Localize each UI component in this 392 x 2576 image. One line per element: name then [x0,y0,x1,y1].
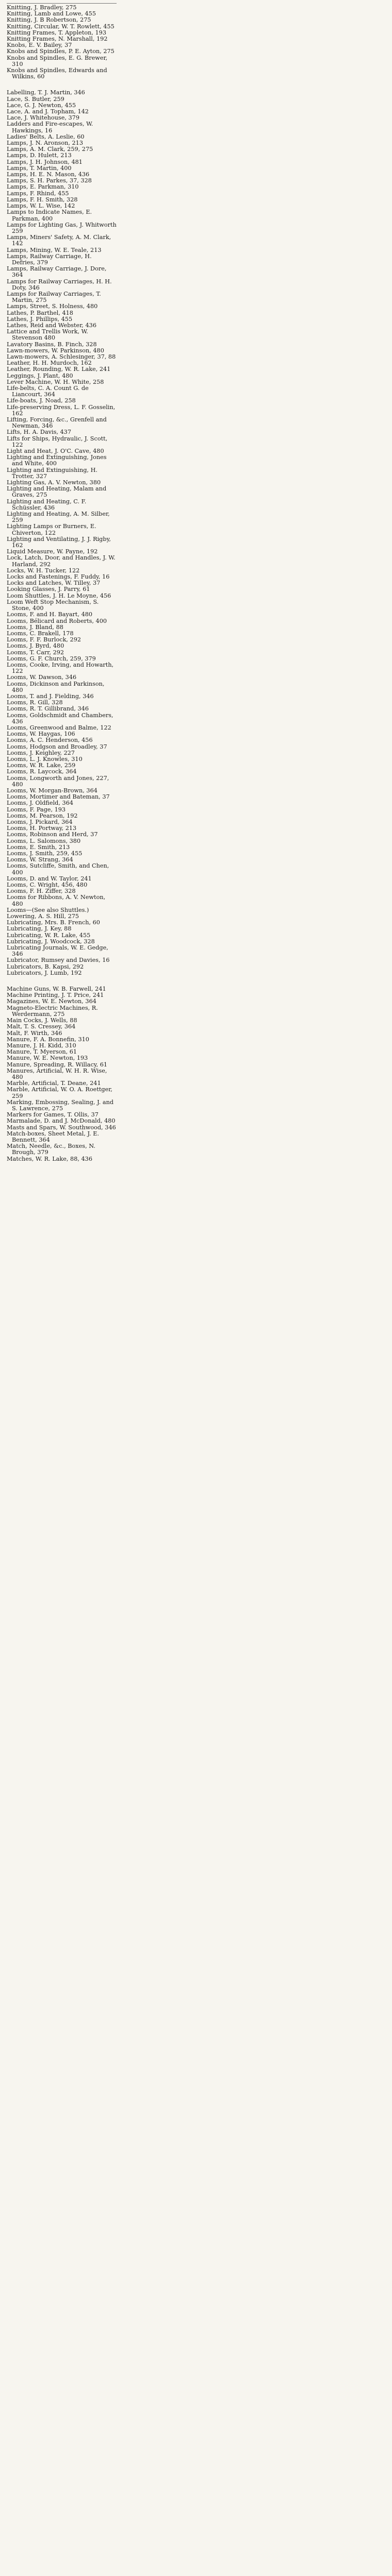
index-entry: Lighting and Extinguishing, Jones and White, 400 [7,454,107,467]
index-entry: Lamps, Mining, W. E. Teale, 213 [7,246,102,253]
index-entry: Lamps, W. L. Wise, 142 [7,202,75,210]
index-entry: Looms, J. Keighley, 227 [7,749,75,756]
index-entry: Life-preserving Dress, L. F. Gosselin, 162 [7,403,116,417]
index-entry: Match-boxes, Sheet Metal, J. E. Bennett, 364 [7,1130,100,1143]
index-entry: Lamps, J. H. Johnson, 481 [7,158,83,165]
index-entry: Marble, Artificial, W. O. A. Roettger, 259 [7,1086,112,1099]
index-entry: Magneto-Electric Machines, R. Werdermann, 275 [7,1004,98,1018]
index-entry: Knobs and Spindles, P. E. Ayton, 275 [7,48,115,55]
index-entry: Looms, Longworth and Jones, 227, 480 [7,774,109,788]
index-entry: Life-belts, C. A. Count G. de Liancourt, 364 [7,384,89,398]
index-entry: Looms, H. Portway, 213 [7,825,77,832]
index-entry: Lavatory Basins, B. Finch, 328 [7,341,97,348]
index-entry: Malt, T. S. Cressey, 364 [7,1023,76,1030]
index-entry: Lamps, Street, S. Holness, 480 [7,303,98,310]
index-entry: Looms, J. Byrd, 480 [7,642,64,650]
index-entry: Lighting and Heating, C. F. Schüssler, 436 [7,498,87,511]
index-entry: Lifting, Forcing, &c., Grenfell and Newman, 346 [7,416,107,430]
index-entry: Lighting and Extinguishing, H. Trotter, 327 [7,466,97,480]
index-entry: Lamps for Lighting Gas, J. Whitworth 259 [7,221,117,234]
index-entry: Lawn-mowers, A. Schlesinger, 37, 88 [7,353,116,360]
index-entry: Lamps for Railway Carriages, H. H. Doty, 346 [7,278,112,291]
index-entry: Malt, F. Wirth, 346 [7,1029,62,1037]
index-entry: Looms, W. Morgan-Brown, 364 [7,787,97,794]
index-entry: Manure, T. Myerson, 61 [7,1048,77,1056]
index-entry: Looms, Dickinson and Parkinson, 480 [7,680,105,693]
index-entry: Looms, R. Gill, 328 [7,699,63,706]
index-entry: Looms, F. F. Burlock, 292 [7,636,81,643]
index-entry: Looms, Bélicard and Roberts, 400 [7,617,107,624]
index-entry: Knitting, Lamb and Lowe, 455 [7,10,96,18]
index-entry: Lamps, Railway Carriage, H. Defries, 379 [7,252,92,266]
index-entry: Lace, J. Whitehouse, 379 [7,114,79,122]
index-entry: Ladies' Belts, A. Leslie, 60 [7,133,85,140]
index-entry: Lathes, P. Barthel, 418 [7,309,73,316]
index-entry: Loom Shuttles, J. H. Le Moyne, 456 [7,592,111,599]
index-entry: Machine Guns, W. B. Farwell, 241 [7,986,106,993]
index-entry: Looms, C. Wright, 456, 480 [7,882,88,889]
index-entry: Locks, W. H. Tucker, 122 [7,567,80,574]
index-entry: Looms, W. Strang, 364 [7,856,73,863]
section-gap [7,976,117,986]
index-entry: Looms, J. Oldfield, 364 [7,800,74,807]
index-entry: Loom Weft Stop Mechanism, S. Stone, 400 [7,598,99,612]
index-entry: Looms, G. F. Church, 259, 379 [7,655,96,662]
index-entry: Labelling, T. J. Martin, 346 [7,89,85,96]
section-gap [7,80,117,90]
index-entry: Looms, Goldschmidt and Chambers, 436 [7,711,113,725]
index-entry: Lubricating, W. R. Lake, 455 [7,931,91,939]
index-entry: Knitting, Circular, W. T. Rowlett, 455 [7,23,115,30]
index-entry: Looms, W. R. Lake, 259 [7,762,76,769]
index-entry: Looms, J. Smith, 259, 455 [7,850,83,857]
index-entry: Lamps, J. N. Aronson, 213 [7,140,83,147]
index-entry: Lace, G. J. Newton, 455 [7,101,76,109]
index-entry: Markers for Games, T. Ollis, 37 [7,1111,99,1118]
index-entry: Lighting and Heating, Malam and Graves, 275 [7,485,107,499]
index-entry: Leather, H. H. Murdoch, 162 [7,360,92,367]
index-entry: Looms, R. T. Gillibrand, 346 [7,705,89,713]
index-entry: Masts and Spars, W. Southwood, 346 [7,1124,116,1131]
index-entry: Looms, W. Haygas, 106 [7,731,75,738]
index-entry: Leggings, J. Plant, 480 [7,372,73,379]
index-entry: Looms, Cooke, Irving, and Howarth, 122 [7,661,114,675]
index-entry: Lamps, D. Hulett, 213 [7,152,72,159]
index-column [7,5,117,1162]
index-entry: Leather, Rounding, W. R. Lake, 241 [7,366,111,373]
index-entry: Looms, L. Salomons, 380 [7,837,81,844]
index-entry: Lamps, E. Parkman, 310 [7,183,79,191]
index-entry: Looms, L. J. Knowles, 310 [7,755,83,762]
index-entry: Lamps, Miners' Safety, A. M. Clark, 142 [7,234,111,247]
index-entry: Matches, W. R. Lake, 88, 436 [7,1155,92,1162]
index-entry: Marking, Embossing, Sealing, J. and S. Lawrence, 275 [7,1098,114,1112]
index-entry: Looms, F. H. Ziffer, 328 [7,888,76,895]
index-entry: Marmalade, D. and J. McDonald, 480 [7,1117,116,1125]
index-entry: Light and Heat, J. O'C. Cave, 480 [7,448,104,455]
index-entry: Lace, A. and J. Topham, 142 [7,108,89,115]
index-entry: Lamps, H. E. N. Mason, 436 [7,171,90,178]
index-entry: Manure, Spreading, R. Willacy, 61 [7,1061,108,1068]
index-entry: Marble, Artificial, T. Deane, 241 [7,1080,101,1087]
index-entry: Lathes, Reid and Webster, 436 [7,321,96,329]
index-entry: Knitting, J. B Robertson, 275 [7,16,91,24]
index-entry: Knitting Frames, T. Appleton, 193 [7,29,107,36]
index-entry: Looms, J. Pickard, 364 [7,819,73,825]
index-entry: Lowering, A. S. Hill, 275 [7,913,79,920]
index-entry: Lamps, Railway Carriage, J. Dore, 364 [7,265,107,279]
index-entry: Lubricating, J. Woodcock, 328 [7,938,95,945]
index-entry: Knitting, J. Bradley, 275 [7,4,77,11]
index-entry: Ladders and Fire-escapes, W. Hawkings, 16 [7,121,93,134]
index-entry: Lubricating Journals, W. E. Gedge, 346 [7,944,108,958]
index-entry: Lamps, F. H. Smith, 328 [7,196,78,203]
index-entry: Looms, Robinson and Herd, 37 [7,831,98,838]
index-entry: Knobs and Spindles, Edwards and Wilkins, 60 [7,67,107,80]
index-entry: Looking Glasses, J. Parry, 61 [7,586,90,593]
index-entry: Lubricating, J. Key, 88 [7,925,72,933]
index-entry: Lighting and Ventilating, J. J. Rigby, 162 [7,535,111,549]
index-entry: Looms, J. Bland, 88 [7,623,63,631]
index-entry: Looms, Hodgson and Broadley, 37 [7,743,107,750]
index-entry: Lighting and Heating, A. M. Silber, 259 [7,511,110,524]
index-entry: Main Cocks, J. Wells, 88 [7,1017,77,1024]
index-entry: Looms, W. Dawson, 346 [7,674,77,681]
index-entry: Liquid Measure, W. Payne, 192 [7,548,98,555]
index-entry: Lathes, J. Phillips, 455 [7,315,73,323]
index-entry: Looms, M. Pearson, 192 [7,812,78,819]
index-entry: Knobs and Spindles, E. G. Brewer, 310 [7,54,108,67]
index-entry: Lattice and Trellis Work, W. Stevenson 480 [7,328,88,342]
index-entry: Lamps, T. Martin, 400 [7,164,72,172]
index-entry: Looms, Greenwood and Balme, 122 [7,724,111,731]
index-entry: Lubricators, B. Kapsi, 292 [7,963,84,970]
index-entry: Lighting Lamps or Burners, E. Chiverton, 122 [7,523,96,536]
index-entry: Lamps, A. M. Clark, 259, 275 [7,146,93,153]
index-entry: Magazines, W. E. Newton, 364 [7,998,96,1005]
index-entry: Looms, F. Page, 193 [7,806,66,813]
index-entry: Looms, T. and J. Fielding, 346 [7,692,94,700]
index-entry: Looms, Sutcliffe, Smith, and Chen, 400 [7,862,109,876]
index-entry: Looms, Mortimer and Bateman, 37 [7,793,110,801]
index-entry: Lever Machine, W. H. White, 258 [7,378,104,385]
index-entry: Lamps, S. H. Parkes, 37, 328 [7,177,92,184]
index-entry: Lifts for Ships, Hydraulic, J. Scott, 122 [7,435,108,448]
index-entry: Manure, F. A. Bonnefin, 310 [7,1036,89,1043]
index-entry: Lighting Gas, A. V. Newton, 380 [7,479,101,486]
index-entry: Lamps to Indicate Names, E. Parkman, 400 [7,209,92,222]
index-entry: Knobs, E. V. Bailey, 37 [7,42,72,49]
index-entry: Lock, Latch, Door, and Handles, J. W. Harland, 292 [7,554,116,568]
index-entry: Looms, T. Carr, 292 [7,649,64,656]
index-entry: Looms, D. and W. Taylor, 241 [7,875,92,882]
index-entry: Lubricators, J. Lumb, 192 [7,969,82,976]
index-entry: Lifts, H. A. Davis, 437 [7,429,71,436]
index-entry: Looms, A. C. Henderson, 456 [7,737,93,744]
index-entry: Looms for Ribbons, A. V. Newton, 480 [7,894,106,907]
index-entry: Manure, J. H. Kidd, 310 [7,1042,76,1049]
index-entry: Looms, E. Smith, 213 [7,843,70,851]
index-entry: Lubricating, Mrs. B. French, 60 [7,919,100,926]
index-entry: Knitting Frames, N. Marshall, 192 [7,36,108,43]
index-entry: Manures, Artificial, W. H. R. Wise, 480 [7,1067,107,1080]
index-entry: Match, Needle, &c., Boxes, N. Brough, 379 [7,1143,95,1156]
index-entry: Manure, W. E. Newton, 193 [7,1055,88,1062]
index-entry: Locks and Fastenings, F. Fuddy, 16 [7,573,110,581]
index-entry: Lace, S. Butler, 259 [7,95,64,103]
index-entry: Lamps, F. Rhind, 455 [7,190,69,197]
top-rule [7,3,117,4]
index-entry: Locks and Latches, W. Tilley, 37 [7,580,101,587]
index-entry: Looms—(See also Shuttles.) [7,906,89,913]
index-entry: Machine Printing, J. T. Price, 241 [7,992,104,999]
index-entry: Looms, F. and H. Bayart, 480 [7,611,93,618]
index-entry: Life-boats, J. Noad, 258 [7,397,76,404]
index-entry: Lawn-mowers, W. Parkinson, 480 [7,347,104,354]
index-entry: Lamps for Railway Carriages, T. Martin, 275 [7,290,101,304]
index-entry: Looms, C. Brakell, 178 [7,630,74,637]
index-entry: Lubricator, Rumsey and Davies, 16 [7,957,110,964]
index-entry: Looms, R. Laycock, 364 [7,768,77,775]
